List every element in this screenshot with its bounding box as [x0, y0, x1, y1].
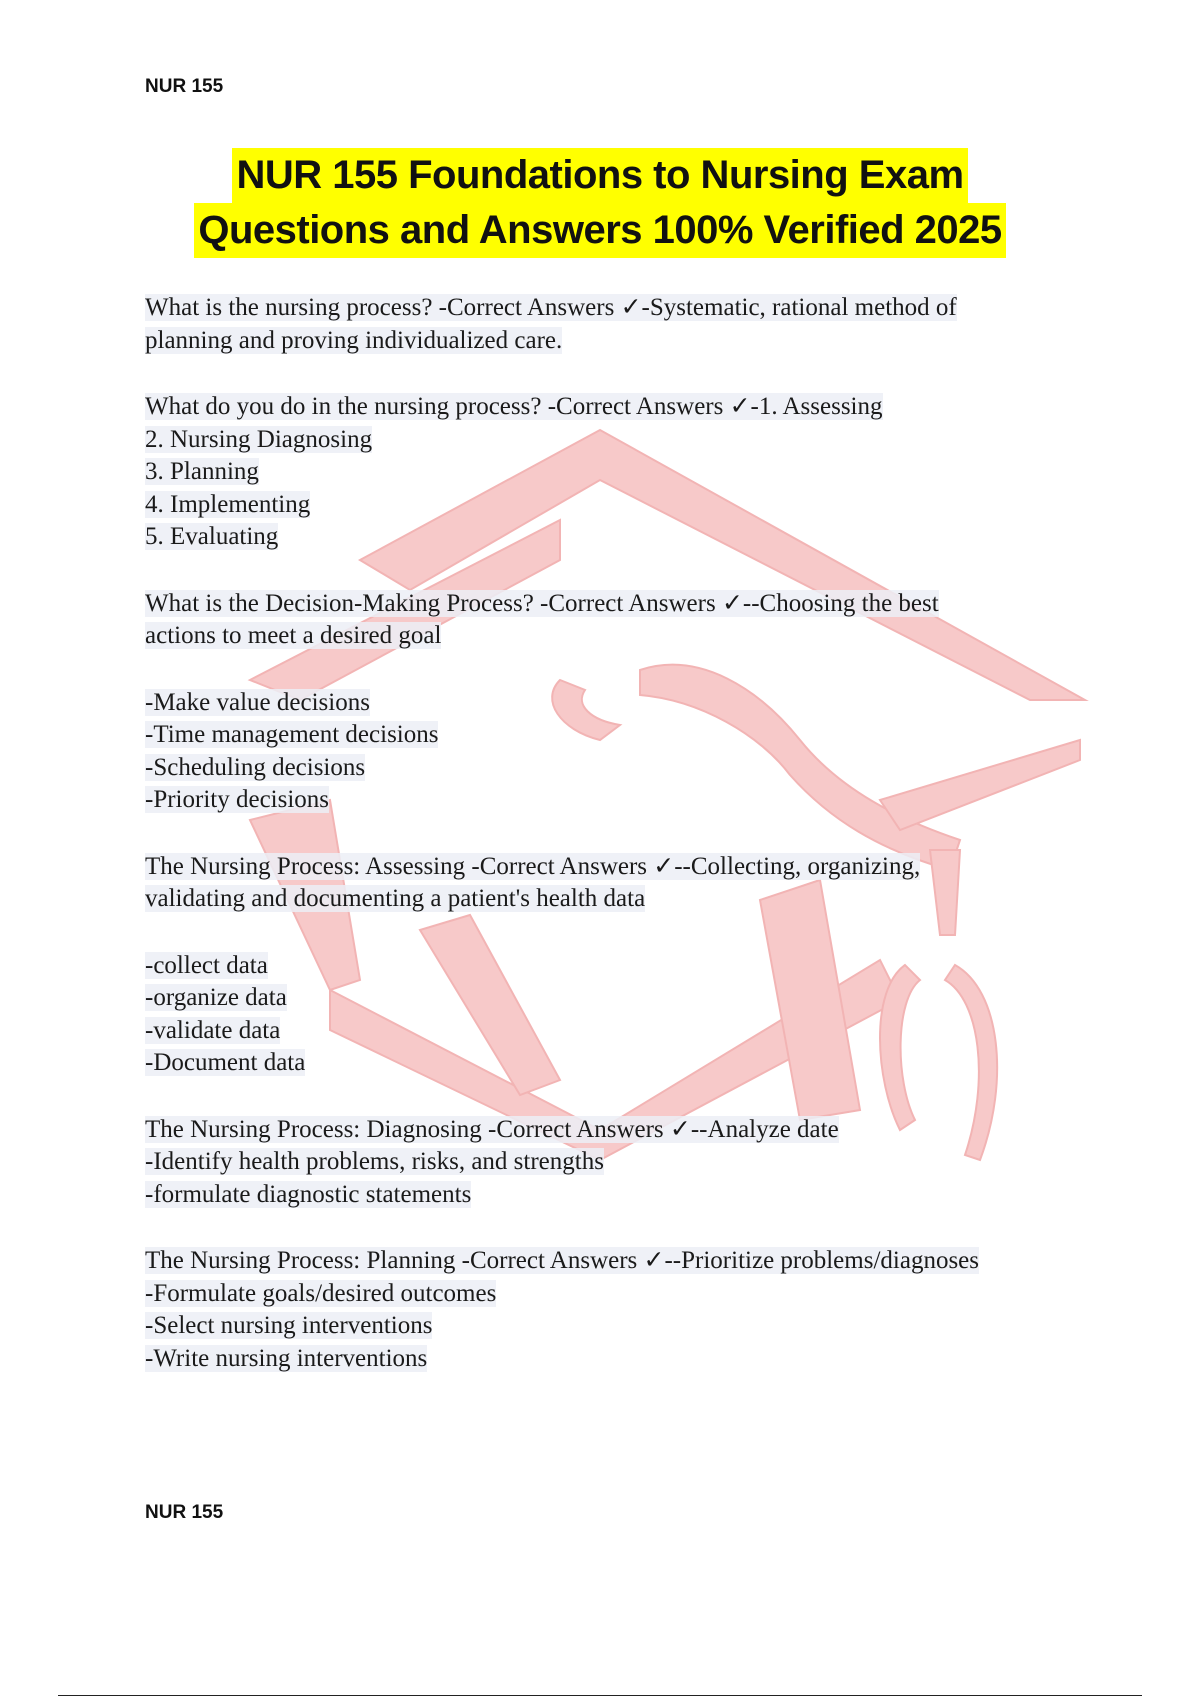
- document-title: [0, 148, 1200, 258]
- qa-line: 3. Planning: [145, 458, 259, 485]
- qa-line: -Make value decisions: [145, 688, 370, 716]
- qa-line: planning and proving individualized care.: [145, 326, 563, 354]
- page-bottom-rule: [58, 1695, 1142, 1696]
- footer-label: NUR 155: [145, 1502, 224, 1523]
- qa-line: -validate data: [145, 1016, 281, 1044]
- qa-line: 5. Evaluating: [145, 523, 279, 550]
- qa-line: What do you do in the nursing process? -Correct Answers ✓-1. Assessing: [145, 393, 883, 420]
- qa-item: [145, 1245, 1105, 1375]
- qa-line: -Scheduling decisions: [145, 753, 366, 781]
- qa-line: -formulate diagnostic statements: [145, 1180, 472, 1208]
- qa-line: The Nursing Process: Assessing -Correct Answers ✓--Collecting, organizing,: [145, 852, 921, 880]
- qa-line: validating and documenting a patient's health data: [145, 885, 646, 912]
- qa-item: [145, 292, 1105, 357]
- qa-item: [145, 588, 1105, 653]
- qa-line: -Formulate goals/desired outcomes: [145, 1279, 497, 1307]
- qa-line: -Time management decisions: [145, 721, 439, 748]
- qa-item: [145, 687, 1105, 817]
- qa-line: The Nursing Process: Diagnosing -Correct Answers ✓--Analyze date: [145, 1115, 839, 1143]
- qa-line: What is the nursing process? -Correct Answers ✓-Systematic, rational method of: [145, 294, 957, 321]
- qa-line: -collect data: [145, 951, 268, 979]
- header-label: NUR 155: [145, 76, 224, 97]
- qa-line: 2. Nursing Diagnosing: [145, 425, 373, 453]
- qa-line: -Priority decisions: [145, 786, 330, 813]
- qa-item: [145, 950, 1105, 1080]
- qa-list: [145, 292, 1105, 1409]
- qa-line: -Write nursing interventions: [145, 1344, 428, 1372]
- qa-line: -Identify health problems, risks, and strengths: [145, 1148, 604, 1175]
- qa-line: What is the Decision-Making Process? -Correct Answers ✓--Choosing the best: [145, 589, 939, 617]
- title-line-1: NUR 155 Foundations to Nursing Exam: [232, 148, 967, 203]
- qa-line: actions to meet a desired goal: [145, 622, 442, 649]
- qa-item: [145, 1114, 1105, 1212]
- qa-line: 4. Implementing: [145, 490, 311, 518]
- qa-item: [145, 851, 1105, 916]
- qa-item: [145, 391, 1105, 554]
- qa-line: -organize data: [145, 984, 287, 1011]
- title-line-2: Questions and Answers 100% Verified 2025: [194, 203, 1005, 258]
- qa-line: -Document data: [145, 1049, 306, 1076]
- qa-line: The Nursing Process: Planning -Correct Answers ✓--Prioritize problems/diagnoses: [145, 1247, 979, 1274]
- qa-line: -Select nursing interventions: [145, 1312, 433, 1339]
